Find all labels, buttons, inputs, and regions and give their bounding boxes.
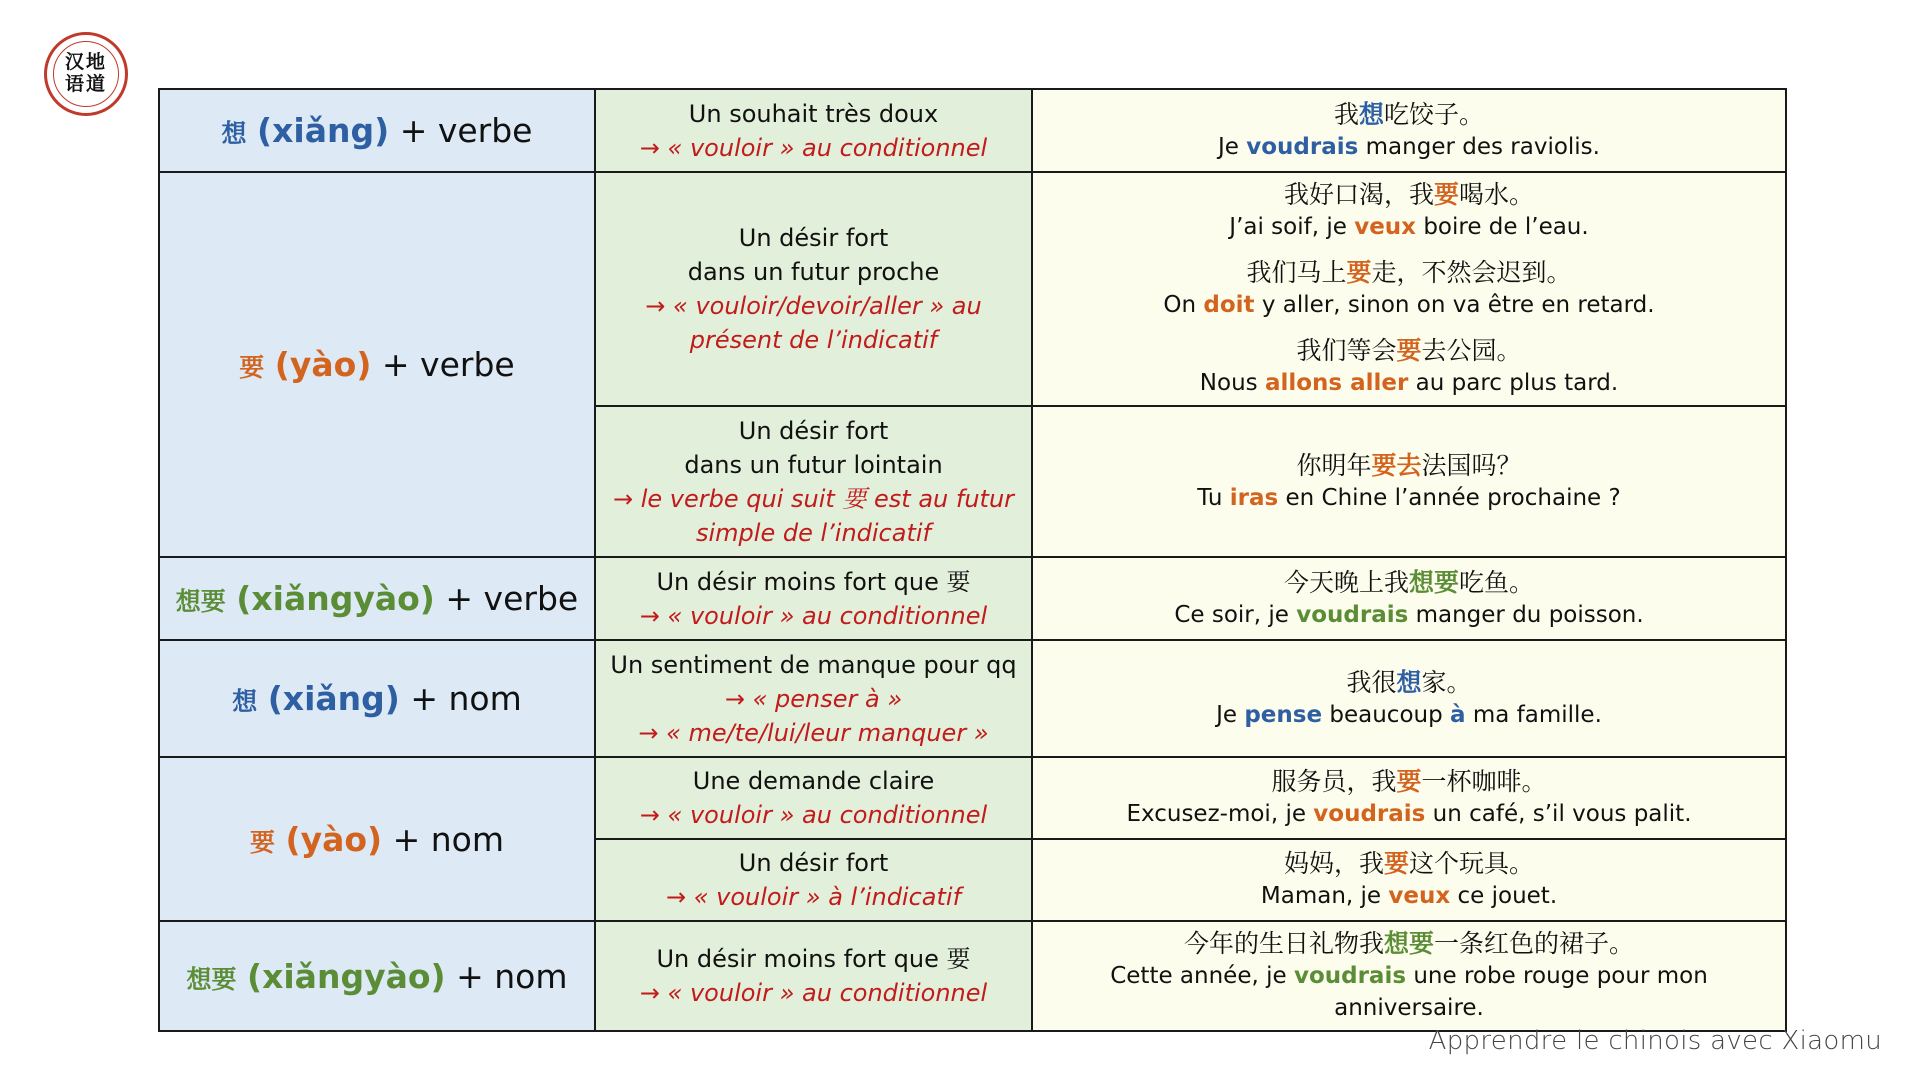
usage-line: Un désir fort [738,849,889,877]
pattern-hanzi: 想 [221,119,247,148]
cn-highlight: 要 [1346,258,1372,287]
usage-note: présent de l’indicatif [689,326,938,354]
cn-text: 法国吗？ [1421,450,1522,480]
cn-text: 我好口渴，我 [1283,180,1434,209]
example-chinese [1033,179,1785,211]
fr-text: Je [1216,701,1245,728]
usage-line: Un souhait très doux [688,99,939,128]
usage-note: → « vouloir » au conditionnel [639,801,988,829]
example-chinese [1033,766,1785,798]
table-row [159,557,1786,640]
usage-note: → « vouloir » à l’indicatif [665,883,962,911]
example-french [1033,211,1785,243]
example [1033,848,1785,912]
cn-text: 走，不然会迟到。 [1371,258,1572,287]
fr-highlight: doit [1203,292,1255,318]
example-chinese [1033,567,1785,599]
example-french [1033,599,1785,631]
fr-text: au parc plus tard. [1408,370,1619,396]
example-chinese [1033,335,1785,367]
fr-text: une robe rouge pour mon anniversaire. [1334,963,1708,1021]
table-row [159,757,1786,839]
cn-text: 你明年 [1296,450,1372,480]
usage-note: → « me/te/lui/leur manquer » [638,718,989,747]
example-chinese [1033,99,1785,131]
fr-text: ce jouet. [1450,883,1558,909]
pattern-cell [159,921,595,1031]
cn-text: 我们马上 [1246,258,1347,287]
fr-highlight: veux [1388,883,1451,909]
example-cell [1032,557,1786,640]
pattern-pinyin: (xiǎngyào) [236,579,435,618]
usage-note: → « vouloir » au conditionnel [639,601,988,630]
example-french [1033,482,1785,514]
example-french [1033,960,1785,1024]
fr-highlight: veux [1354,214,1417,240]
fr-highlight: voudrais [1293,963,1407,989]
usage-cell [595,172,1032,406]
pattern-hanzi: 想要 [186,964,237,994]
pattern-suffix: + verbe [381,345,515,384]
pattern-cell [159,89,595,172]
usage-note: → « vouloir » au conditionnel [639,979,988,1007]
cn-highlight: 要 [1433,180,1459,209]
example-french [1033,367,1785,399]
fr-text: On [1163,292,1204,318]
example-cell [1032,640,1786,757]
usage-cell [595,921,1032,1031]
example-chinese [1033,928,1785,960]
usage-cell [595,839,1032,921]
usage-cell [595,640,1032,757]
usage-cell [595,557,1032,640]
logo-seal [44,32,128,116]
example [1033,667,1785,731]
fr-text: un café, s’il vous palit. [1425,801,1692,827]
logo-text [47,51,125,95]
example [1033,179,1785,243]
example-french [1033,131,1785,163]
cn-text: 今年的生日礼物我 [1183,929,1384,958]
table-row [159,640,1786,757]
footer-credit: Apprendre le chinois avec Xiaomu [1428,1026,1882,1056]
fr-highlight: voudrais [1296,601,1409,628]
example [1033,928,1785,1024]
usage-line: Un désir fort [738,224,889,252]
cn-highlight: 要去 [1371,450,1422,480]
example-cell [1032,406,1786,557]
pattern-hanzi: 要 [249,827,275,857]
fr-highlight: à [1450,701,1466,728]
example-french [1033,880,1785,912]
example-cell [1032,921,1786,1031]
fr-text: Nous [1199,370,1265,396]
cn-text: 妈妈，我 [1283,849,1384,878]
cn-text: 吃饺子。 [1384,99,1485,129]
example-french [1033,699,1785,731]
pattern-pinyin: (yào) [274,345,372,384]
cn-text: 这个玩具。 [1409,849,1535,878]
example [1033,450,1785,514]
fr-text: Excusez-moi, je [1126,801,1314,827]
usage-cell [595,757,1032,839]
cn-text: 我很 [1346,667,1397,697]
example-french [1033,289,1785,321]
usage-line: Un sentiment de manque pour qq [610,650,1017,679]
pattern-suffix: + nom [410,679,522,718]
usage-note: → le verbe qui suit 要 est au futur [612,484,1015,513]
cn-highlight: 想 [1358,99,1384,129]
pattern-suffix: + nom [392,819,505,859]
pattern-hanzi: 要 [239,353,265,382]
fr-text: ma famille. [1465,701,1602,728]
fr-text: Ce soir, je [1174,601,1297,628]
table-row [159,172,1786,406]
fr-highlight: pense [1244,701,1323,728]
pattern-cell [159,757,595,921]
usage-note: simple de l’indicatif [696,518,931,547]
pattern-cell [159,640,595,757]
fr-text: beaucoup [1322,701,1451,728]
cn-text: 一条红色的裙子。 [1434,929,1635,958]
usage-note: → « penser à » [724,684,903,713]
logo-line-2: 语道 [64,73,107,95]
example-french [1033,798,1785,830]
usage-line: dans un futur lointain [684,450,943,479]
fr-highlight: voudrais [1313,801,1426,827]
usage-line: Un désir moins fort que 要 [656,945,971,973]
fr-text: Cette année, je [1110,963,1294,989]
grammar-table [158,88,1787,1032]
example-cell [1032,757,1786,839]
pattern-suffix: + verbe [399,111,533,150]
fr-text: manger du poisson. [1408,601,1644,628]
fr-text: Maman, je [1260,883,1389,909]
example-cell [1032,839,1786,921]
example [1033,766,1785,830]
usage-cell [595,406,1032,557]
example [1033,335,1785,399]
cn-text: 我们等会 [1296,336,1397,365]
fr-highlight: iras [1229,484,1279,511]
pattern-pinyin: (xiǎngyào) [247,956,446,996]
cn-highlight: 想 [1396,667,1422,697]
table-row [159,89,1786,172]
usage-line: Un désir fort [738,416,889,445]
fr-text: Je [1218,133,1247,160]
example [1033,257,1785,321]
cn-text: 吃鱼。 [1459,567,1535,597]
cn-text: 去公园。 [1421,336,1522,365]
pattern-suffix: + verbe [445,579,579,618]
cn-text: 今天晚上我 [1283,567,1409,597]
usage-line: dans un futur proche [687,258,940,286]
usage-cell [595,89,1032,172]
example-chinese [1033,667,1785,699]
pattern-pinyin: (yào) [285,819,383,859]
example [1033,99,1785,163]
cn-highlight: 要 [1396,767,1422,796]
pattern-pinyin: (xiǎng) [257,111,390,150]
usage-line: Une demande claire [692,767,935,795]
cn-text: 我 [1333,99,1359,129]
example-cell [1032,89,1786,172]
fr-text: en Chine l’année prochaine ? [1278,484,1621,511]
fr-text: boire de l’eau. [1416,214,1589,240]
logo-line-1: 汉地 [64,51,107,73]
example [1033,567,1785,631]
cn-highlight: 想要 [1383,929,1434,958]
pattern-suffix: + nom [456,956,568,996]
example-cell [1032,172,1786,406]
usage-line: Un désir moins fort que 要 [656,567,971,596]
pattern-cell [159,557,595,640]
table-row [159,921,1786,1031]
fr-highlight: allons aller [1264,370,1409,396]
example-chinese [1033,848,1785,880]
example-chinese [1033,257,1785,289]
cn-highlight: 想要 [1408,567,1459,597]
pattern-pinyin: (xiǎng) [267,679,400,718]
fr-text: Tu [1197,484,1230,511]
cn-text: 服务员，我 [1271,767,1397,796]
example-chinese [1033,450,1785,482]
cn-highlight: 要 [1383,849,1409,878]
pattern-cell [159,172,595,557]
pattern-hanzi: 想要 [175,587,226,616]
pattern-hanzi: 想 [232,687,258,716]
fr-text: manger des raviolis. [1358,133,1600,160]
cn-text: 家。 [1421,667,1472,697]
fr-highlight: voudrais [1246,133,1359,160]
cn-text: 喝水。 [1459,180,1535,209]
cn-text: 一杯咖啡。 [1421,767,1547,796]
fr-text: y aller, sinon on va être en retard. [1254,292,1655,318]
usage-note: → « vouloir » au conditionnel [639,133,988,162]
fr-text: J’ai soif, je [1229,214,1355,240]
cn-highlight: 要 [1396,336,1422,365]
usage-note: → « vouloir/devoir/aller » au [645,292,982,320]
